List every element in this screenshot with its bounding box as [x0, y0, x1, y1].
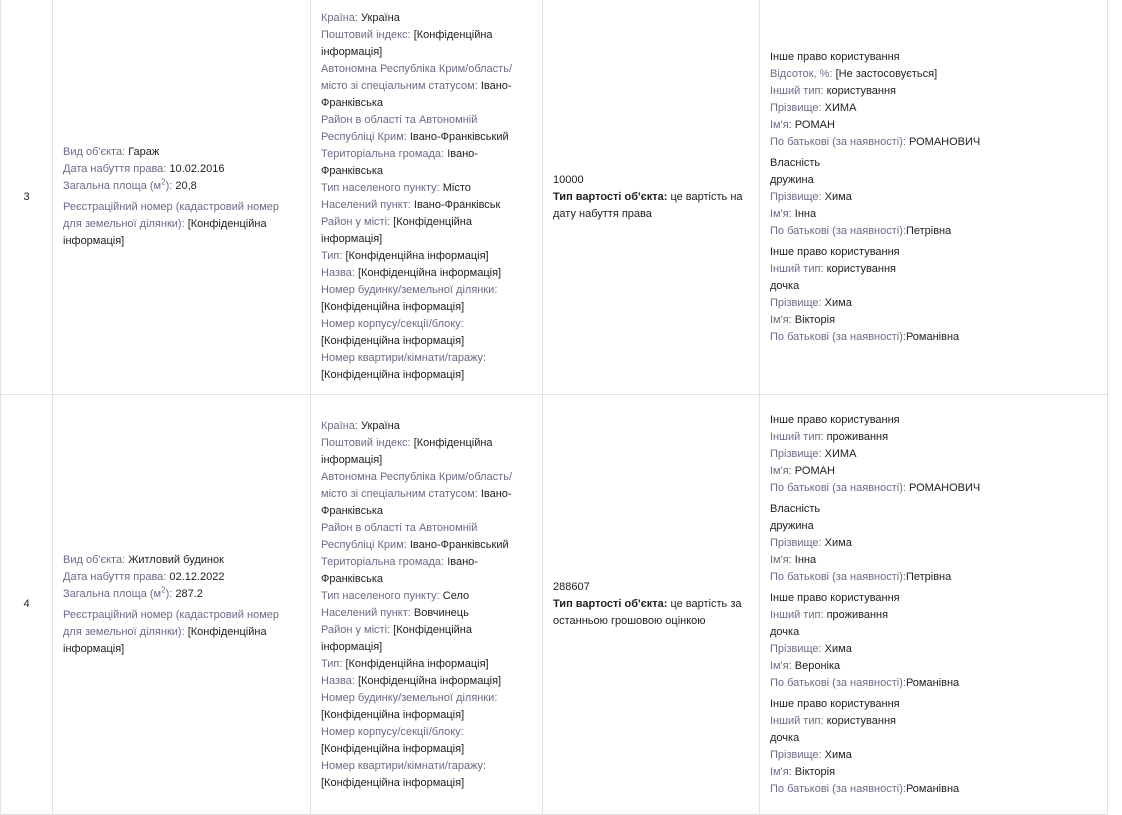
patronymic-label: По батькові (за наявності):: [770, 224, 906, 237]
acq-date-value: 10.02.2016: [169, 163, 225, 175]
name-value: Вікторія: [794, 313, 836, 326]
street-type-value: [Конфіденційна інформація]: [345, 250, 489, 262]
cost-type-label: Тип вартості об'єкта:: [553, 190, 668, 203]
surname-label: Прізвище:: [770, 190, 822, 203]
owner-group: [770, 49, 1097, 151]
surname-value: Хима: [824, 536, 852, 549]
surname-label: Прізвище:: [770, 296, 822, 309]
surname-value: ХИМА: [824, 447, 857, 460]
building-value: [Конфіденційна інформація]: [321, 335, 465, 347]
acq-date-label: Дата набуття права:: [63, 570, 167, 583]
patronymic-label: По батькові (за наявності):: [770, 330, 906, 343]
owners-cell: [760, 0, 1108, 395]
name-value: РОМАН: [794, 118, 835, 131]
settlement-value: Вовчинець: [413, 606, 469, 619]
street-type-label: Тип:: [321, 657, 343, 670]
right-type: Інше право користування: [770, 697, 900, 710]
surname-value: Хима: [824, 748, 852, 761]
apartment-value: [Конфіденційна інформація]: [321, 776, 465, 789]
street-name-value: [Конфіденційна інформація]: [357, 674, 502, 687]
row-number: 4: [1, 395, 53, 815]
district-label: Район в області та Автономній Республіці Крим:: [321, 521, 478, 551]
share-value: [Не застосовується]: [835, 67, 938, 80]
country-value: Україна: [361, 12, 400, 24]
surname-label: Прізвище:: [770, 536, 822, 549]
other-type-label: Інший тип:: [770, 608, 824, 621]
district-value: Івано-Франківський: [409, 131, 509, 143]
street-type-label: Тип:: [321, 250, 343, 262]
name-value: Вікторія: [794, 765, 836, 778]
surname-label: Прізвище:: [770, 101, 822, 114]
postcode-value: [Конфіденційна інформація]: [321, 29, 493, 58]
region-label: Автономна Республіка Крим/область/місто зі спеціальним статусом:: [321, 470, 512, 500]
patronymic-value: Романівна: [905, 676, 960, 689]
postcode-label: Поштовий індекс:: [321, 29, 411, 41]
acq-date-value: 02.12.2022: [169, 570, 225, 583]
patronymic-label: По батькові (за наявності):: [770, 676, 906, 689]
name-value: РОМАН: [794, 464, 835, 477]
owner-group: [770, 244, 1097, 346]
object-type-value: Гараж: [128, 146, 160, 158]
patronymic-value: Романівна: [905, 782, 960, 795]
street-name-label: Назва:: [321, 674, 355, 687]
address-cell: [311, 395, 543, 815]
cost-type-value: це вартість за останньою грошовою оцінкою: [553, 598, 742, 627]
name-label: Ім'я:: [770, 118, 792, 131]
cost-cell: [543, 0, 760, 395]
building-value: [Конфіденційна інформація]: [321, 742, 465, 755]
patronymic-label: По батькові (за наявності):: [770, 481, 906, 494]
name-label: Ім'я:: [770, 464, 792, 477]
reg-number-label: Реєстраційний номер (кадастровий номер для земельної ділянки):: [63, 201, 280, 230]
apartment-label: Номер квартири/кімнати/гаражу:: [321, 759, 487, 772]
postcode-label: Поштовий індекс:: [321, 436, 411, 449]
reg-number-value: [Конфіденційна інформація]: [63, 625, 267, 655]
other-type-value: користування: [826, 84, 896, 97]
surname-value: ХИМА: [824, 101, 857, 114]
settlement-value: Івано-Франківськ: [413, 199, 501, 211]
patronymic-value: РОМАНОВИЧ: [909, 135, 981, 148]
cost-type-value: це вартість на дату набуття права: [553, 190, 743, 220]
other-type-label: Інший тип:: [770, 430, 824, 443]
surname-value: Хима: [824, 642, 852, 655]
surname-label: Прізвище:: [770, 447, 822, 460]
other-type-label: Інший тип:: [770, 262, 824, 275]
object-type-label: Вид об'єкта:: [63, 146, 126, 158]
other-type-value: проживання: [826, 608, 889, 621]
address-cell: [311, 0, 543, 395]
country-label: Країна:: [321, 419, 358, 432]
right-type: Інше право користування: [770, 245, 900, 258]
area-label: Загальна площа $(м^2)$:: [63, 177, 173, 192]
area-value: 287.2: [175, 587, 203, 600]
street-type-value: [Конфіденційна інформація]: [345, 657, 489, 670]
reg-number-label: Реєстраційний номер (кадастровий номер для земельної ділянки):: [63, 608, 280, 638]
settlement-type-value: Село: [442, 589, 470, 602]
city-district-label: Район у місті:: [321, 623, 391, 636]
owner-group: [770, 501, 1097, 586]
object-info-cell: [53, 395, 311, 815]
settlement-label: Населений пункт:: [321, 606, 411, 619]
acq-date-label: Дата набуття права:: [63, 163, 167, 175]
relation: дружина: [770, 173, 814, 186]
building-label: Номер корпусу/секції/блоку:: [321, 318, 464, 330]
community-label: Територіальна громада:: [321, 555, 445, 568]
street-name-value: [Конфіденційна інформація]: [357, 267, 502, 279]
area-label: Загальна площа $(м^2)$:: [63, 584, 173, 600]
apartment-value: [Конфіденційна інформація]: [321, 369, 465, 381]
postcode-value: [Конфіденційна інформація]: [321, 436, 493, 466]
table-row: [1, 395, 1108, 815]
cost-value: 10000: [553, 173, 584, 186]
right-type: Інше право користування: [770, 50, 900, 63]
name-value: Інна: [794, 207, 817, 220]
name-label: Ім'я:: [770, 553, 792, 566]
relation: дочка: [770, 731, 800, 744]
name-label: Ім'я:: [770, 765, 792, 778]
house-value: [Конфіденційна інформація]: [321, 301, 465, 313]
reg-number-value: [Конфіденційна інформація]: [63, 218, 267, 247]
street-name-label: Назва:: [321, 267, 355, 279]
building-label: Номер корпусу/секції/блоку:: [321, 725, 464, 738]
patronymic-label: По батькові (за наявності):: [770, 570, 906, 583]
surname-value: Хима: [824, 296, 852, 309]
surname-label: Прізвище:: [770, 748, 822, 761]
community-value: Івано-Франківська: [321, 555, 478, 585]
settlement-type-label: Тип населеного пункту:: [321, 589, 440, 602]
right-type: Власність: [770, 156, 821, 169]
object-type-value: Житловий будинок: [128, 553, 224, 566]
house-value: [Конфіденційна інформація]: [321, 708, 465, 721]
settlement-label: Населений пункт:: [321, 199, 411, 211]
right-type: Інше право користування: [770, 413, 900, 426]
district-label: Район в області та Автономній Республіці Крим:: [321, 114, 478, 143]
cost-type-label: Тип вартості об'єкта:: [553, 598, 668, 610]
table-row: [1, 0, 1108, 395]
district-value: Івано-Франківський: [409, 538, 509, 551]
other-type-value: проживання: [826, 430, 889, 443]
house-label: Номер будинку/земельної ділянки:: [321, 284, 498, 296]
patronymic-label: По батькові (за наявності):: [770, 782, 906, 795]
owners-cell: [760, 395, 1108, 815]
row-number: 3: [1, 0, 53, 395]
relation: дочка: [770, 279, 800, 292]
cost-cell: [543, 395, 760, 815]
settlement-type-label: Тип населеного пункту:: [321, 182, 440, 194]
patronymic-value: РОМАНОВИЧ: [909, 481, 981, 494]
patronymic-value: Петрівна: [905, 224, 952, 237]
owner-group: [770, 696, 1097, 798]
apartment-label: Номер квартири/кімнати/гаражу:: [321, 352, 487, 364]
cost-value: 288607: [553, 581, 590, 593]
name-label: Ім'я:: [770, 207, 792, 220]
name-value: Вероніка: [794, 659, 841, 672]
community-value: Івано-Франківська: [321, 148, 478, 177]
city-district-value: [Конфіденційна інформація]: [321, 216, 472, 245]
other-type-label: Інший тип:: [770, 84, 824, 97]
object-info-cell: [53, 0, 311, 395]
name-value: Інна: [794, 553, 817, 566]
country-label: Країна:: [321, 12, 358, 24]
relation: дружина: [770, 519, 814, 532]
area-value: 20,8: [175, 180, 197, 192]
surname-value: Хима: [824, 190, 852, 203]
share-label: Відсоток, %:: [770, 67, 833, 80]
owner-group: [770, 155, 1097, 240]
owner-group: [770, 590, 1097, 692]
city-district-label: Район у місті:: [321, 216, 391, 228]
name-label: Ім'я:: [770, 313, 792, 326]
other-type-value: користування: [826, 714, 896, 727]
patronymic-value: Романівна: [905, 330, 960, 343]
region-value: Івано-Франківська: [321, 80, 512, 109]
relation: дочка: [770, 625, 800, 638]
city-district-value: [Конфіденційна інформація]: [321, 623, 472, 653]
other-type-label: Інший тип:: [770, 714, 824, 727]
country-value: Україна: [361, 419, 400, 432]
community-label: Територіальна громада:: [321, 148, 445, 160]
region-label: Автономна Республіка Крим/область/місто зі спеціальним статусом:: [321, 63, 512, 92]
patronymic-label: По батькові (за наявності):: [770, 135, 906, 148]
surname-label: Прізвище:: [770, 642, 822, 655]
object-type-label: Вид об'єкта:: [63, 553, 126, 566]
owner-group: [770, 412, 1097, 497]
house-label: Номер будинку/земельної ділянки:: [321, 691, 498, 704]
patronymic-value: Петрівна: [905, 570, 952, 583]
right-type: Інше право користування: [770, 591, 900, 604]
right-type: Власність: [770, 502, 821, 515]
other-type-value: користування: [826, 262, 896, 275]
settlement-type-value: Місто: [442, 182, 471, 194]
region-value: Івано-Франківська: [321, 487, 512, 517]
name-label: Ім'я:: [770, 659, 792, 672]
